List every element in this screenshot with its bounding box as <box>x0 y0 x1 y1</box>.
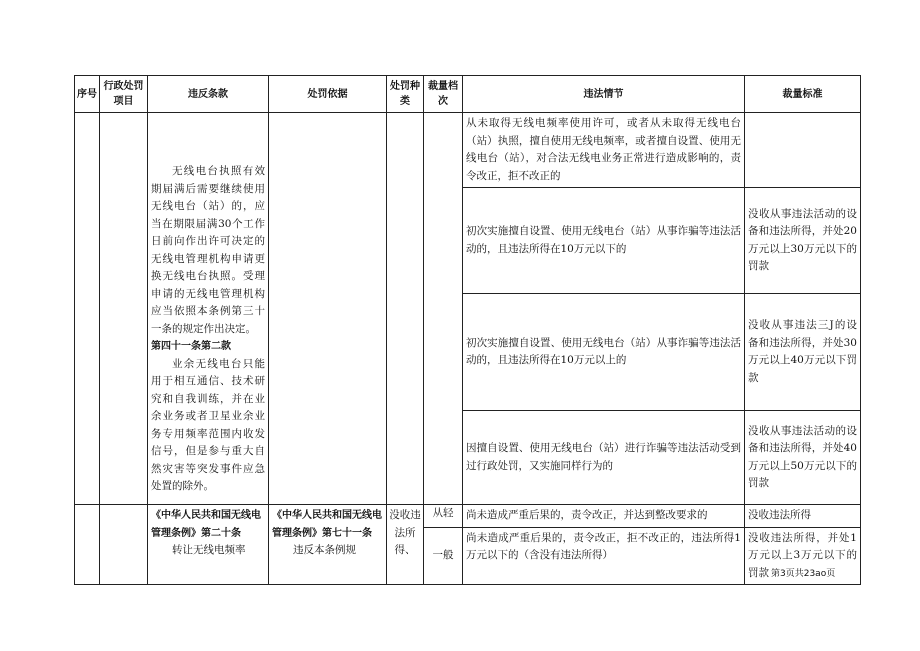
header-circumstance: 违法情节 <box>463 76 745 113</box>
penalty-type-cell <box>387 113 424 505</box>
penalty-type-cell: 没收违法所得、 <box>387 505 424 585</box>
circumstance-cell: 从未取得无线电频率使用许可，或者从未取得无线电台（站）执照，擅自使用无线电频率，或者擅自设置、使用无线电台（站），对合法无线电业务正常进行造成影响的，责令改正，拒不改正的 <box>463 113 745 188</box>
circumstance-cell: 尚未造成严重后果的，责令改正，并达到整改要求的 <box>463 505 745 528</box>
standard-cell: 没收从事违法活动的设备和违法所得，并处40万元以上50万元以下的罚款 <box>745 411 861 505</box>
discretion-level-cell: 从轻 <box>424 505 463 528</box>
violation-cell <box>148 505 269 585</box>
standard-cell: 没收违法所得 <box>745 505 861 528</box>
header-standard: 裁量标准 <box>745 76 861 113</box>
violation-paragraph: 转让无线电频率 <box>172 544 246 556</box>
basis-cell <box>269 113 387 505</box>
header-discretion-level: 裁量档次 <box>424 76 463 113</box>
seq-cell <box>75 113 100 505</box>
circumstance-cell: 初次实施擅自设置、使用无线电台（站）从事诈骗等违法活动的，且违法所得在10万元以上的 <box>463 294 745 411</box>
header-row <box>75 76 861 113</box>
header-basis: 处罚依据 <box>269 76 387 113</box>
item-cell <box>100 113 148 505</box>
violation-heading: 《中华人民共和国无线电管理条例》第二十条 <box>151 510 261 539</box>
standard-cell: 没收从事违法三J的设备和违法所得，并处30万元以上40万元以下罚款 <box>745 294 861 411</box>
standard-cell <box>745 113 861 188</box>
standard-cell: 没收从事违法活动的设备和违法所得，并处20万元以上30万元以下的罚款 <box>745 188 861 294</box>
table-row <box>75 113 861 188</box>
discretion-level-cell <box>424 113 463 505</box>
basis-cell <box>269 505 387 585</box>
page-number: 第3页共23ao页 <box>771 569 836 579</box>
violation-heading: 第四十一条第二款 <box>151 341 231 352</box>
header-seq: 序号 <box>75 76 100 113</box>
header-penalty-type: 处罚种类 <box>387 76 424 113</box>
table-row <box>75 505 861 528</box>
header-item: 行政处罚项目 <box>100 76 148 113</box>
circumstance-cell: 初次实施擅自设置、使用无线电台（站）从事诈骗等违法活动的，且违法所得在10万元以下的 <box>463 188 745 294</box>
circumstance-cell: 尚未造成严重后果的，责令改正，拒不改正的，违法所得1万元以下的（含没有违法所得） <box>463 527 745 585</box>
standard-cell: 没收违法所得，并处1万元以上3万元以下的罚款 <box>745 527 861 585</box>
discretion-level-cell: 一般 <box>424 527 463 585</box>
violation-cell <box>148 113 269 505</box>
circumstance-cell: 因擅自设置、使用无线电台（站）进行诈骗等违法活动受到过行政处罚，又实施同样行为的 <box>463 411 745 505</box>
violation-paragraph: 无线电台执照有效期届满后需要继续使用无线电台（站）的，应当在期限届满30个工作日前向作出许可决定的无线电管理机构申请更换无线电台执照。受理申请的无线电管理机构应当依照本条例第三十一条的规定作出决定。 <box>151 165 265 335</box>
violation-paragraph: 业余无线电台只能用于相互通信、技术研究和自我训练，并在业余业务或者卫星业余业务专用频率范围内收发信号，但是参与重大自然灾害等突发事件应急处置的除外。 <box>151 357 265 492</box>
header-violation: 违反条款 <box>148 76 269 113</box>
item-cell <box>100 505 148 585</box>
basis-heading: 《中华人民共和国无线电管理条例》第七十一条 <box>272 510 382 539</box>
seq-cell <box>75 505 100 585</box>
basis-paragraph: 违反本条例规 <box>293 544 356 556</box>
penalty-discretion-table <box>74 75 861 585</box>
